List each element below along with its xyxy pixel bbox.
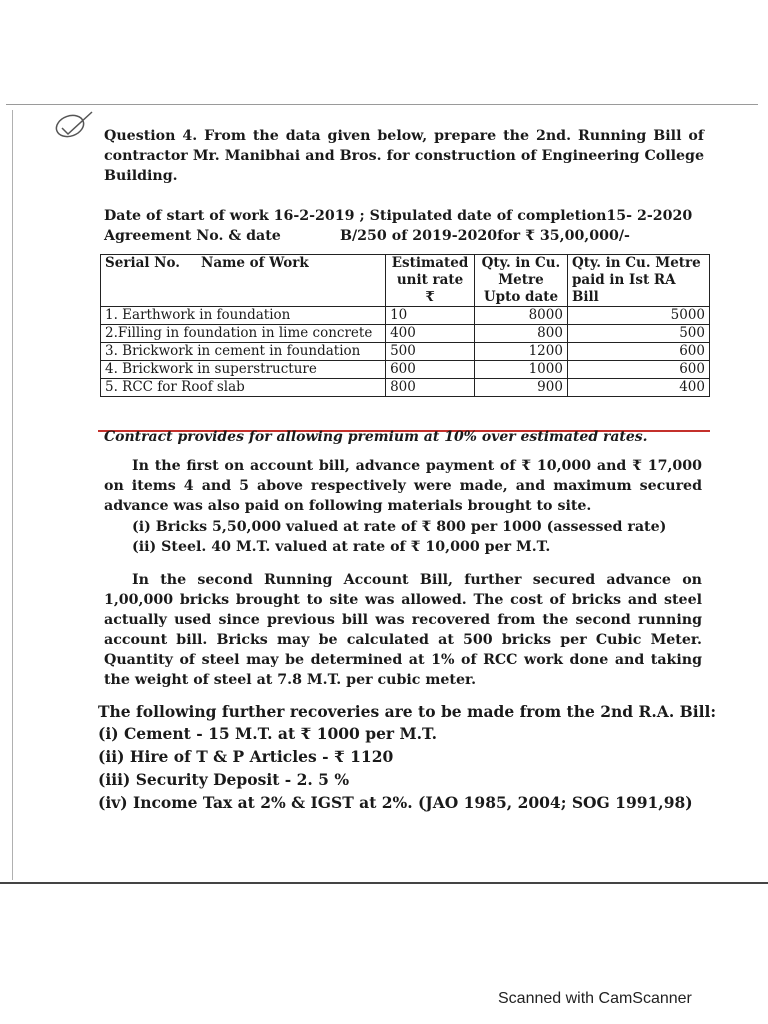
table-header-row: [101, 255, 710, 307]
qty-upto-cell: 1000: [474, 361, 567, 379]
header-serial: Serial No.: [105, 255, 180, 271]
recovery-item: (iv) Income Tax at 2% & IGST at 2%. (JAO 1985, 2004; SOG 1991,98): [98, 793, 693, 812]
qty-paid-cell: 400: [567, 379, 709, 397]
rate-cell: 10: [386, 307, 475, 325]
rate-cell: 500: [386, 343, 475, 361]
header-serial-name: [101, 255, 386, 307]
recoveries-heading: The following further recoveries are to be made from the 2nd R.A. Bill:: [98, 702, 717, 721]
header-rate: Estimated unit rate ₹: [386, 255, 475, 307]
premium-note: Contract provides for allowing premium at 10% over estimated rates.: [104, 429, 648, 445]
qty-paid-cell: 500: [567, 325, 709, 343]
material-item: (i) Bricks 5,50,000 valued at rate of ₹ 800 per 1000 (assessed rate): [132, 519, 667, 535]
question-text: Question 4. From the data given below, prepare the 2nd. Running Bill of contractor Mr. Manibhai and Bros. for construction of Engineering College Building.: [104, 128, 704, 184]
table-row: [101, 343, 710, 361]
work-table: [100, 254, 710, 397]
agreement-value: B/250 of 2019-2020for ₹ 35,00,000/-: [340, 228, 630, 244]
agreement-label: Agreement No. & date: [104, 228, 281, 244]
paper-edge-left: [12, 110, 13, 880]
work-cell: 1. Earthwork in foundation: [101, 307, 386, 325]
qty-paid-cell: 600: [567, 361, 709, 379]
qty-paid-cell: 600: [567, 343, 709, 361]
scanner-watermark: Scanned with CamScanner: [498, 990, 692, 1007]
work-cell: 3. Brickwork in cement in foundation: [101, 343, 386, 361]
qty-upto-cell: 800: [474, 325, 567, 343]
second-bill-paragraph: In the second Running Account Bill, further secured advance on 1,00,000 bricks brought to site was allowed. The cost of bricks and steel actually used since previous bill was recovered from the second running account bill. Bricks may be calculated at 500 bricks per Cubic Meter. Quantity of steel may be determined at 1% of RCC work done and taking the weight of steel at 7.8 M.T. per cubic meter.: [104, 572, 702, 688]
table-row: [101, 325, 710, 343]
rate-cell: 600: [386, 361, 475, 379]
qty-upto-cell: 1200: [474, 343, 567, 361]
agreement-line: [104, 226, 704, 246]
table-row: [101, 361, 710, 379]
recovery-item: (ii) Hire of T & P Articles - ₹ 1120: [98, 747, 394, 766]
work-dates: Date of start of work 16-2-2019 ; Stipulated date of completion15- 2-2020: [104, 208, 693, 224]
header-qty-paid: Qty. in Cu. Metre paid in Ist RA Bill: [567, 255, 709, 307]
qty-upto-cell: 8000: [474, 307, 567, 325]
qty-upto-cell: 900: [474, 379, 567, 397]
header-name-of-work: Name of Work: [201, 255, 309, 271]
table-row: [101, 379, 710, 397]
rate-cell: 400: [386, 325, 475, 343]
handwritten-check-icon: [52, 108, 96, 142]
rate-cell: 800: [386, 379, 475, 397]
work-cell: 4. Brickwork in superstructure: [101, 361, 386, 379]
work-cell: 5. RCC for Roof slab: [101, 379, 386, 397]
recovery-item: (iii) Security Deposit - 2. 5 %: [98, 770, 350, 789]
first-bill-paragraph: In the first on account bill, advance payment of ₹ 10,000 and ₹ 17,000 on items 4 and 5 above respectively were made, and maximum secured advance was also paid on following materials brought to site.: [104, 458, 702, 514]
paper-edge-bottom: [0, 882, 768, 884]
recovery-item: (i) Cement - 15 M.T. at ₹ 1000 per M.T.: [98, 724, 437, 743]
qty-paid-cell: 5000: [567, 307, 709, 325]
header-qty-upto: Qty. in Cu. Metre Upto date: [474, 255, 567, 307]
material-item: (ii) Steel. 40 M.T. valued at rate of ₹ 10,000 per M.T.: [132, 539, 551, 555]
table-row: [101, 307, 710, 325]
work-cell: 2.Filling in foundation in lime concrete: [101, 325, 386, 343]
paper-edge-top: [6, 104, 758, 105]
